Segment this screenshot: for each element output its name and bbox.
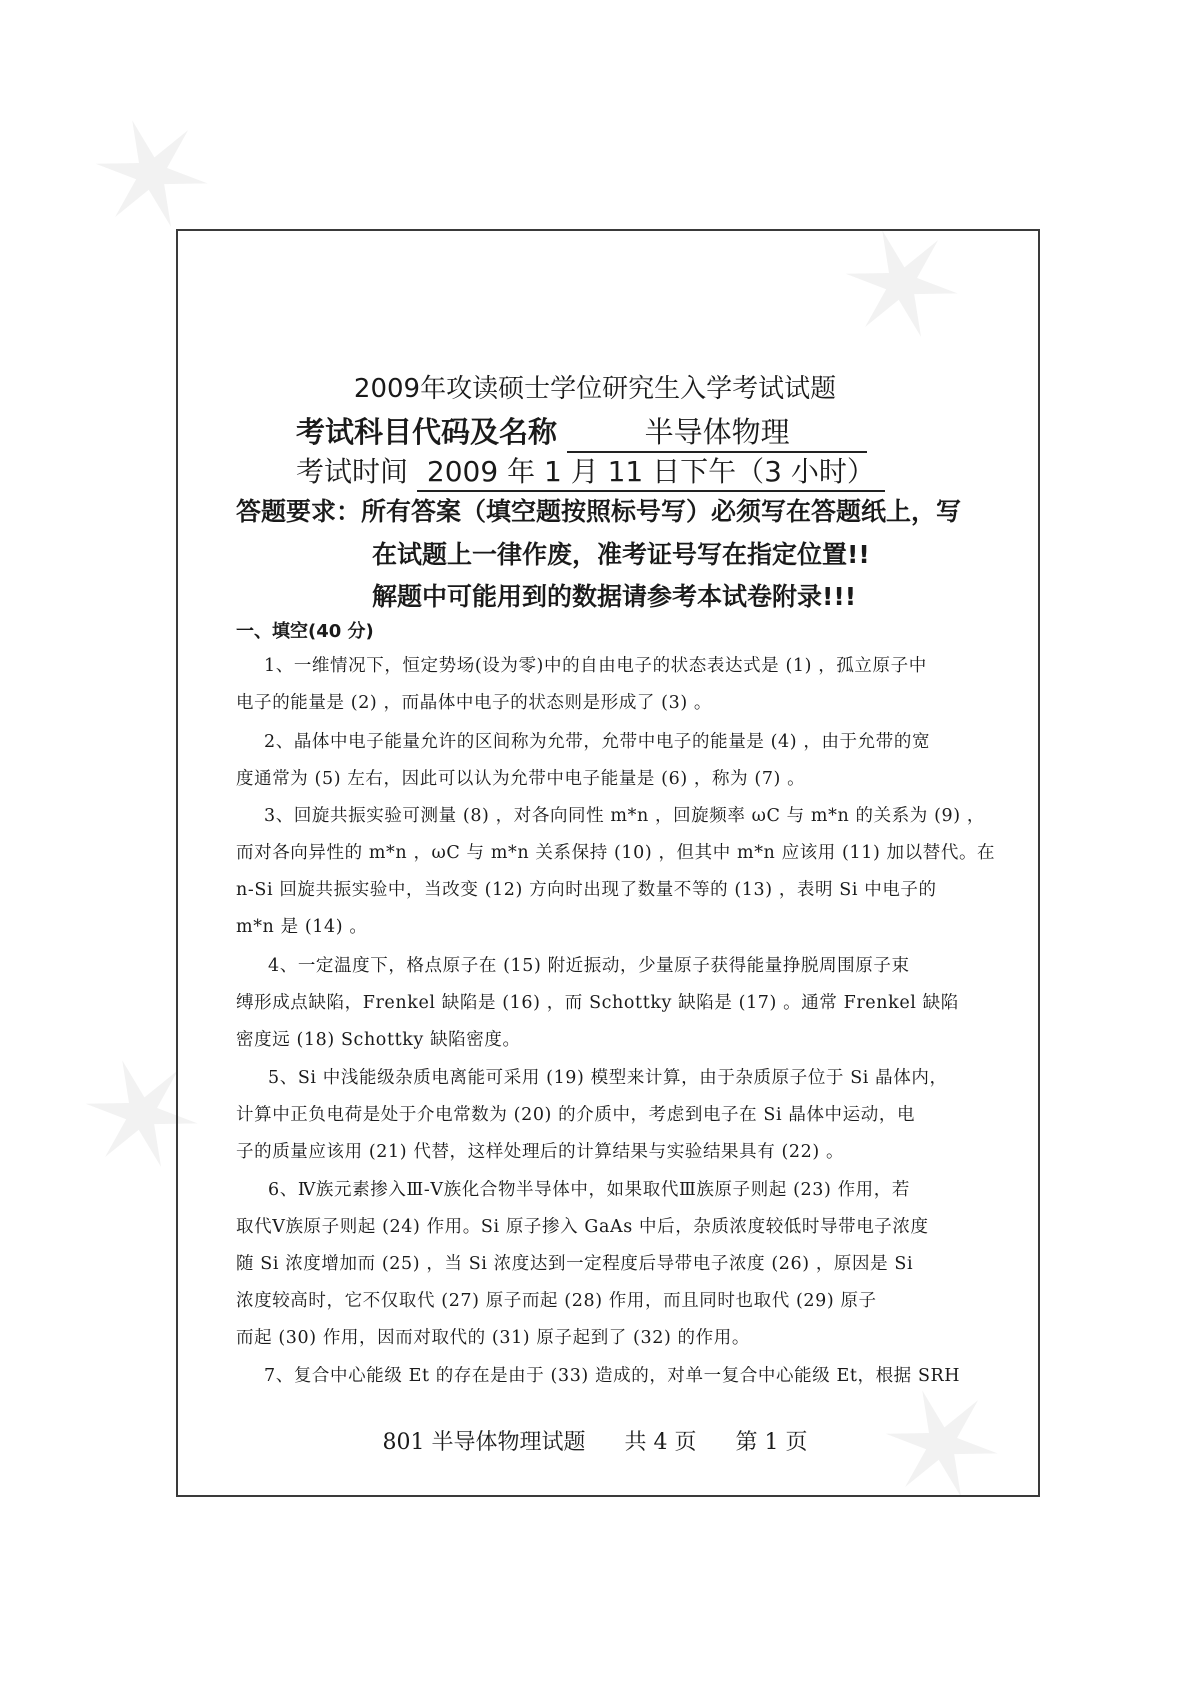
- exam-title: 2009年攻读硕士学位研究生入学考试试题: [353, 374, 837, 404]
- footer-paper: 801 半导体物理试题: [382, 1430, 586, 1455]
- subject-value: 半导体物理: [567, 410, 867, 453]
- question-line: 度通常为 (5) 左右，因此可以认为允带中电子能量是 (6) ，称为 (7) 。: [236, 769, 806, 789]
- question-line: 取代Ⅴ族原子则起 (24) 作用。Si 原子掺入 GaAs 中后，杂质浓度较低时导带电子浓度: [236, 1217, 929, 1237]
- question-line: m*n 是 (14) 。: [236, 917, 368, 937]
- question-line: 3、回旋共振实验可测量 (8) ，对各向同性 m*n ，回旋频率 ωC 与 m*n 的关系为 (9) ，: [264, 806, 985, 826]
- footer-page-number: 第 1 页: [735, 1430, 808, 1455]
- question-line: n-Si 回旋共振实验中，当改变 (12) 方向时出现了数量不等的 (13) ，表明 Si 中电子的: [236, 880, 937, 900]
- question-line: 1、一维情况下，恒定势场(设为零)中的自由电子的状态表达式是 (1) ，孤立原子中: [264, 656, 927, 676]
- question-line: 而对各向异性的 m*n ，ωC 与 m*n 关系保持 (10) ，但其中 m*n 应该用 (11) 加以替代。在: [236, 843, 996, 863]
- time-row: [296, 450, 885, 492]
- question-line: 密度远 (18) Schottky 缺陷密度。: [236, 1030, 521, 1050]
- time-label: 考试时间: [296, 455, 409, 488]
- page-footer: [0, 1425, 1190, 1456]
- requirement-line: 在试题上一律作废，准考证号写在指定位置!!: [372, 540, 870, 569]
- question-line: 电子的能量是 (2) ，而晶体中电子的状态则是形成了 (3) 。: [236, 693, 713, 713]
- question-line: 2、晶体中电子能量允许的区间称为允带，允带中电子的能量是 (4) ，由于允带的宽: [264, 732, 931, 752]
- question-line: 计算中正负电荷是处于介电常数为 (20) 的介质中，考虑到电子在 Si 晶体中运动，电: [236, 1105, 916, 1125]
- requirement-line: 答题要求：所有答案（填空题按照标号写）必须写在答题纸上，写: [236, 497, 962, 526]
- question-line: 5、Si 中浅能级杂质电离能可采用 (19) 模型来计算，由于杂质原子位于 Si 晶体内，: [268, 1068, 948, 1088]
- question-line: 子的质量应该用 (21) 代替，这样处理后的计算结果与实验结果具有 (22) 。: [236, 1142, 845, 1162]
- background-watermark: ✶: [814, 183, 992, 391]
- subject-row: [296, 410, 867, 453]
- background-watermark: ✶: [64, 73, 242, 281]
- question-line: 6、Ⅳ族元素掺入Ⅲ-Ⅴ族化合物半导体中，如果取代Ⅲ族原子则起 (23) 作用，若: [268, 1180, 910, 1200]
- section-heading: 一、填空(40 分): [236, 621, 374, 642]
- background-watermark: ✶: [854, 1343, 1032, 1551]
- footer-total-pages: 共 4 页: [624, 1430, 697, 1455]
- requirement-line: 解题中可能用到的数据请参考本试卷附录!!!: [372, 582, 857, 611]
- question-line: 7、复合中心能级 Et 的存在是由于 (33) 造成的，对单一复合中心能级 Et，根据 SRH: [264, 1366, 961, 1386]
- question-line: 而起 (30) 作用，因而对取代的 (31) 原子起到了 (32) 的作用。: [236, 1328, 750, 1348]
- time-value: 2009 年 1 月 11 日下午（3 小时）: [417, 450, 885, 492]
- question-line: 4、一定温度下，格点原子在 (15) 附近振动，少量原子获得能量挣脱周围原子束: [268, 956, 910, 976]
- question-line: 浓度较高时，它不仅取代 (27) 原子而起 (28) 作用，而且同时也取代 (29) 原子: [236, 1291, 877, 1311]
- question-line: 随 Si 浓度增加而 (25) ，当 Si 浓度达到一定程度后导带电子浓度 (26) ，原因是 Si: [236, 1254, 914, 1274]
- background-watermark: ✶: [54, 1013, 232, 1221]
- question-line: 缚形成点缺陷，Frenkel 缺陷是 (16) ，而 Schottky 缺陷是 (17) 。通常 Frenkel 缺陷: [236, 993, 959, 1013]
- subject-label: 考试科目代码及名称: [296, 415, 558, 449]
